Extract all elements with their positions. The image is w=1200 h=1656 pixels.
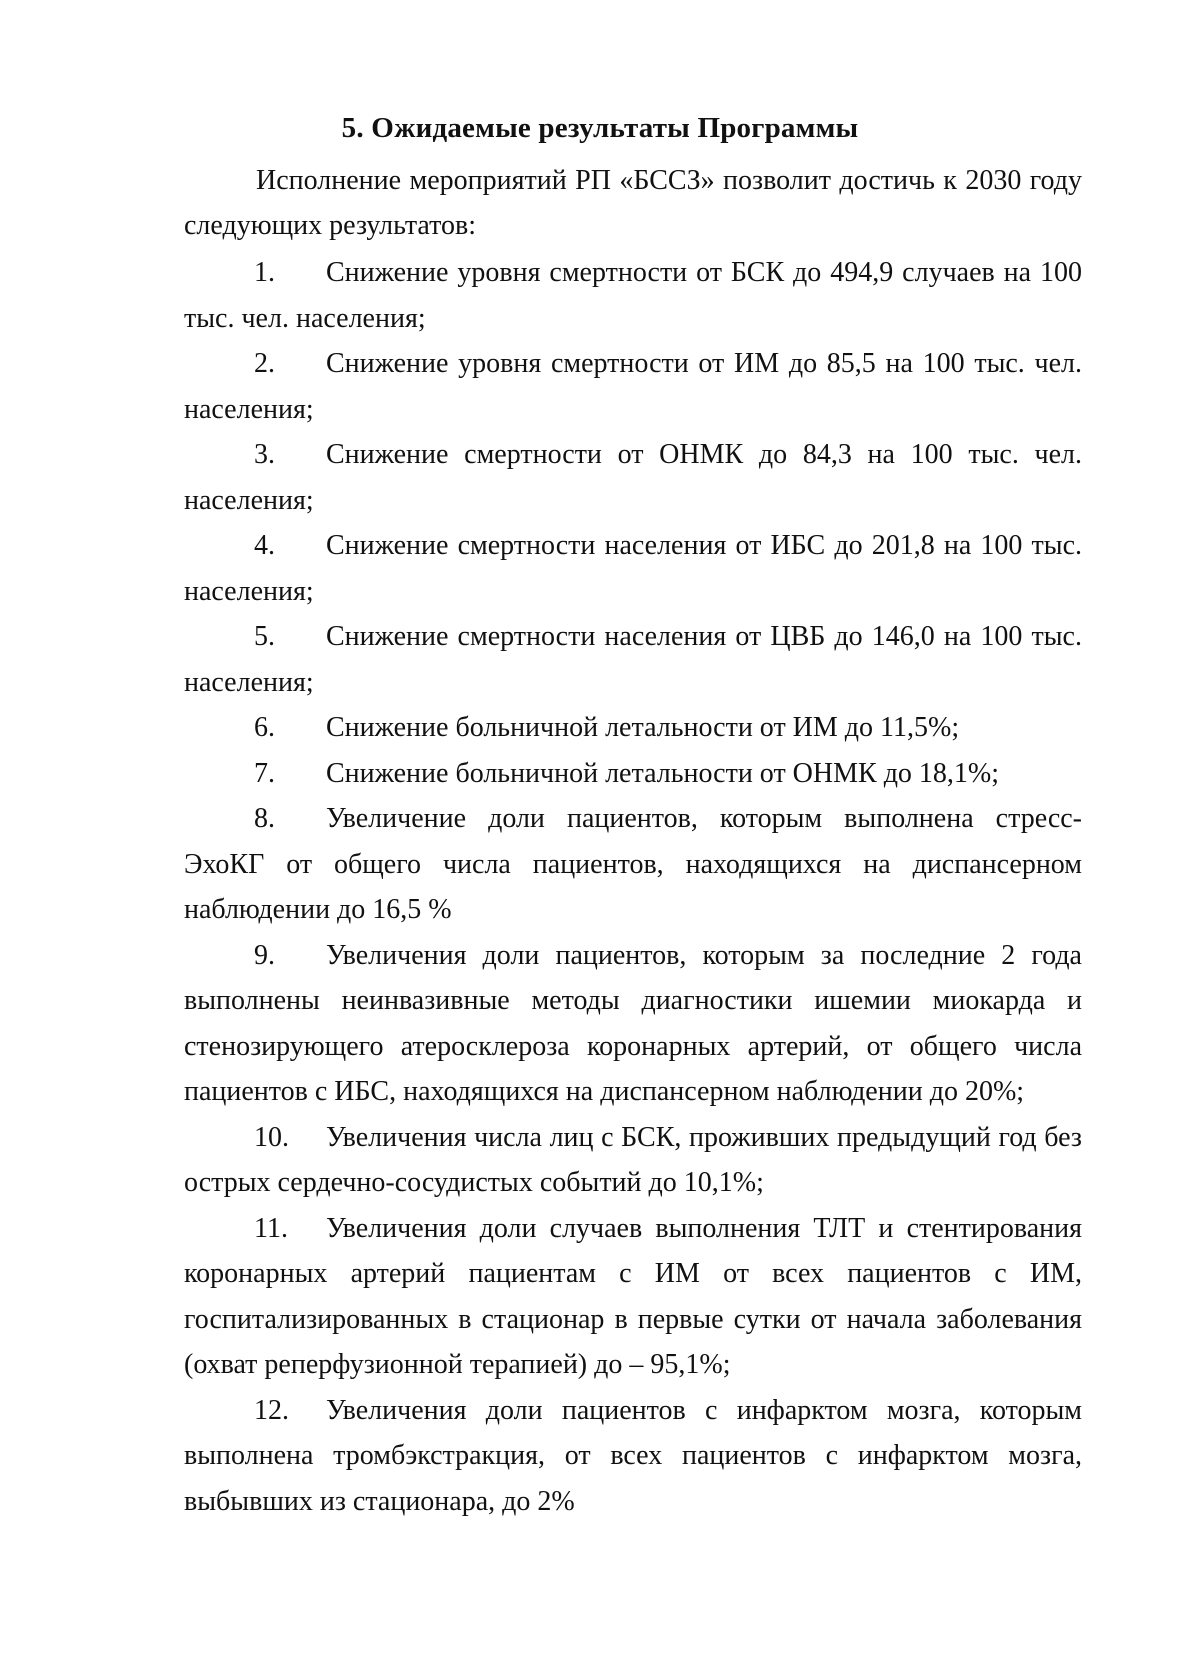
list-item — [184, 250, 1082, 341]
item-text: Снижение смертности от ОНМК до 84,3 на 100 тыс. чел. населения; — [184, 439, 1082, 516]
item-text: Увеличения числа лиц с БСК, проживших предыдущий год без острых сердечно-сосудистых событий до 10,1%; — [184, 1121, 1082, 1198]
list-item — [184, 705, 1082, 751]
item-number: 7. — [254, 757, 275, 789]
item-number: 1. — [254, 257, 275, 288]
item-number: 2. — [254, 348, 275, 379]
section-title: 5. Ожидаемые результаты Программы — [341, 112, 859, 144]
item-number: 3. — [254, 439, 275, 470]
item-number: 8. — [254, 803, 275, 834]
item-number: 10. — [254, 1121, 289, 1153]
item-text: Снижение смертности населения от ИБС до 201,8 на 100 тыс. населения; — [184, 530, 1082, 607]
item-text: Снижение уровня смертности от БСК до 494,9 случаев на 100 тыс. чел. населения; — [184, 257, 1082, 334]
list-item — [184, 751, 1082, 797]
item-text: Снижение смертности населения от ЦВБ до 146,0 на 100 тыс. населения; — [184, 621, 1082, 698]
results-list — [184, 250, 1082, 1524]
list-item — [184, 614, 1082, 705]
item-text: Увеличение доли пациентов, которым выполнена стресс-ЭхоКГ от общего числа пациентов, находящихся на диспансерном наблюдении до 16,5 % — [184, 803, 1082, 925]
item-number: 5. — [254, 621, 275, 652]
list-item — [184, 341, 1082, 432]
list-item — [184, 1388, 1082, 1525]
item-number: 6. — [254, 712, 275, 743]
item-number: 11. — [254, 1212, 288, 1244]
item-number: 9. — [254, 939, 275, 971]
list-item — [184, 796, 1082, 933]
item-text: Увеличения доли пациентов с инфарктом мозга, которым выполнена тромбэкстракция, от всех пациентов с инфарктом мозга, выбывших из стационара, до 2% — [184, 1394, 1082, 1517]
list-item — [184, 1206, 1082, 1388]
item-text: Увеличения доли пациентов, которым за последние 2 года выполнены неинвазивные методы диагностики ишемии миокарда и стенозирующего атеросклероза коронарных артерий, от общего числа пациентов с ИБС, находящихся на диспансерном наблюдении до 20%; — [184, 939, 1082, 1107]
list-item — [184, 432, 1082, 523]
list-item — [184, 1115, 1082, 1206]
item-text: Увеличения доли случаев выполнения ТЛТ и стентирования коронарных артерий пациентам с ИМ от всех пациентов с ИМ, госпитализированных в стационар в первые сутки от начала заболевания (охват реперфузионной терапией) до – 95,1%; — [184, 1212, 1082, 1380]
item-number: 12. — [254, 1394, 289, 1426]
item-text: Снижение больничной летальности от ОНМК до 18,1%; — [326, 757, 1000, 789]
item-number: 4. — [254, 530, 275, 561]
item-text: Снижение больничной летальности от ИМ до 11,5%; — [326, 712, 960, 743]
item-text: Снижение уровня смертности от ИМ до 85,5 на 100 тыс. чел. населения; — [184, 348, 1082, 425]
list-item — [184, 933, 1082, 1115]
list-item — [184, 523, 1082, 614]
intro-paragraph: Исполнение мероприятий РП «БССЗ» позволит достичь к 2030 году следующих результатов: — [184, 165, 1082, 241]
